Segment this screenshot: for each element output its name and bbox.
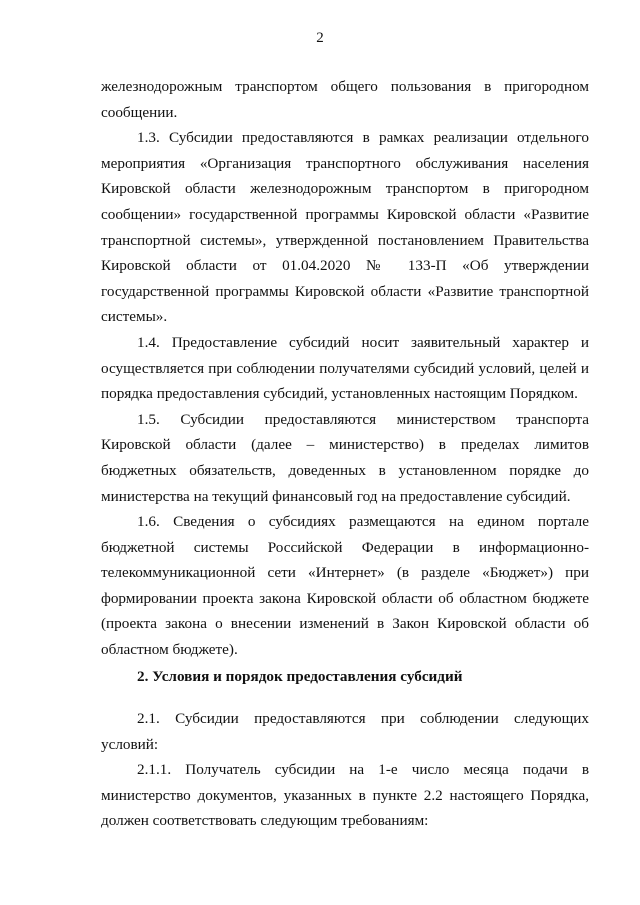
paragraph-1-4: 1.4. Предоставление субсидий носит заявительный характер и осуществляется при соблюдении получателями субсидий условий, целей и порядка предоставления субсидий, установленных настоящим Порядком. (101, 333, 589, 403)
paragraph-1-5: 1.5. Субсидии предоставляются министерством транспорта Кировской области (далее – министерство) в пределах лимитов бюджетных обязательств, доведенных в установленном порядке до министерства на текущий финансовый год на предоставление субсидий. (101, 410, 589, 505)
paragraph-2-1-1: 2.1.1. Получатель субсидии на 1-е число месяца подачи в министерство документов, указанных в пункте 2.2 настоящего Порядка, должен соответствовать следующим требованиям: (101, 761, 589, 830)
section-heading: 2. Условия и порядок предоставления субсидий (137, 668, 463, 685)
section-body (101, 706, 589, 834)
document-body (101, 74, 589, 663)
paragraph-2-1: 2.1. Субсидии предоставляются при соблюдении следующих условий: (101, 710, 589, 753)
paragraph-1-3: 1.3. Субсидии предоставляются в рамках реализации отдельного мероприятия «Организация транспортного обслуживания населения Кировской области железнодорожным транспортом в пригородном сообщении» государственной программы Кировской области «Развитие транспортной системы», утвержденной постановлением Правительства Кировской области от 01.04.2020 № 133-П «Об утверждении государственной программы Кировской области «Развитие транспортной системы». (101, 129, 589, 326)
paragraph-1-6: 1.6. Сведения о субсидиях размещаются на едином портале бюджетной системы Российской Федерации в информационно-телекоммуникационной сети «Интернет» (в разделе «Бюджет») при формировании проекта закона Кировской области об областном бюджете (проекта закона о внесении изменений в Закон Кировской области об областном бюджете). (101, 513, 589, 659)
paragraph-continuation: железнодорожным транспортом общего пользования в пригородном сообщении. (101, 78, 589, 121)
page-number: 2 (316, 30, 324, 46)
